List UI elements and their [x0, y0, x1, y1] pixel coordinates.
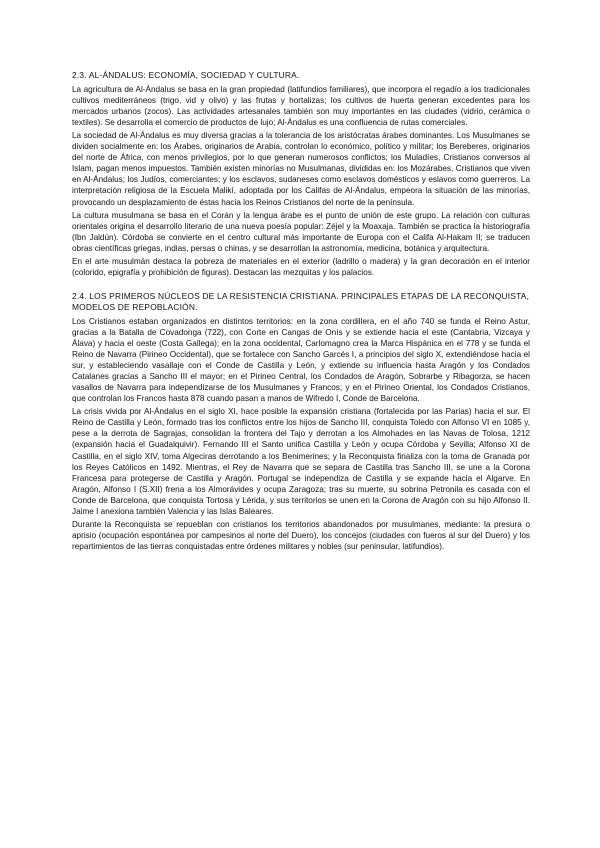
document-page: [72, 70, 530, 554]
section-title-reconquista: 2.4. LOS PRIMEROS NÚCLEOS DE LA RESISTENCIA CRISTIANA. PRINCIPALES ETAPAS DE LA RECONQUISTA, MODELOS DE REPOBLACIÓN.: [72, 290, 530, 312]
paragraph-repopulation: Durante la Reconquista se repueblan con cristianos los territorios abandonados por musulmanes, mediante: la presura o aprisio (ocupación espontánea por campesinos al norte del Duero), los concejos (ciudades con fueros al sur del Duero) y los repartimientos de las tierras conquistadas entre órdenes militares y nobles (sur peninsular, latifundios).: [72, 519, 530, 551]
paragraph-art: En el arte musulmán destaca la pobreza de materiales en el exterior (ladrillo o madera) y la gran decoración en el interior (colorido, epigrafía y prohibición de figuras). Destacan las mezquitas y los palacios.: [72, 256, 530, 277]
section-title-al-andalus: 2.3. AL-ÁNDALUS: ECONOMÍA, SOCIEDAD Y CULTURA.: [72, 70, 300, 80]
paragraph-culture: La cultura musulmana se basa en el Corán y la lengua árabe es el punto de unión de este grupo. La relación con culturas orientales origina el desarrollo literario de una nueva poesía popular: Zéjel y la Moaxaja. También se practica la historiografía (Ibn Jaldún). Córdoba se convierte en el centro cultural más importante de Europa con el Califa Al-Hakam II; se traducen obras científicas griegas, indias, persas o chinas, y se desarrollan la astronomía, medicina, botánica y arquitectura.: [72, 210, 530, 253]
section-spacer: [72, 280, 530, 291]
paragraph-society: La sociedad de Al-Ándalus es muy diversa gracias a la tolerancia de los aristócratas árabes dominantes. Los Musulmanes se dividen socialmente en: los Árabes, originarios de Arabia, controlan lo económico, político y militar; los Bereberes, originarios del norte de África, con menos privilegios, por lo que generan numerosos conflictos; los Muladíes, Cristianos conversos al Islam, pagan menos impuestos. También existen minorías no Musulmanas, divididas en: los Mozárabes, Cristianos que viven en Al-Ándalus; los Judíos, comerciantes; y los esclavos, sudaneses como esclavos domésticos y eslavos como guerreros. La interpretación religiosa de la Escuela Malikí, adoptada por los Califas de Al-Ándalus, empeora la situación de las minorías, provocando un desplazamiento de éstas hacia los Reinos Cristianos del norte de la península.: [72, 131, 530, 207]
paragraph-agriculture: La agricultura de Al-Ándalus se basa en la gran propiedad (latifundios familiares), que incorpora el regadío a los tradicionales cultivos mediterráneos (trigo, vid y olivo) y las frutas y hortalizas; los cultivos de huerta generan excedentes para los mercados urbanos (zocos). Las actividades artesanales también son muy importantes en las ciudades (vidrio, cerámica o textiles). Se desarrolla el comercio de productos de lujo; Al-Ándalus es una confluencia de rutas comerciales.: [72, 85, 530, 128]
paragraph-expansion: La crisis vivida por Al-Ándalus en el siglo XI, hace posible la expansión cristiana (fortalecida por las Parias) hacia el sur. El Reino de Castilla y León, formado tras los conflictos entre los hijos de Sancho III, conquista Toledo con Alfonso VI en 1085 y, pese a la derrota de Sagrajas, consolidan la frontera del Tajo y derrotan a los Almohades en las Navas de Tolosa, 1212 (expansión hacia el Guadalquivir). Fernando III el Santo unifica Castilla y León y ocupa Córdoba y Sevilla; Alfonso XI de Castilla, en el siglo XIV, toma Algeciras derrotando a los Benimerines; y la Reconquista finaliza con la toma de Granada por los Reyes Católicos en 1492. Mientras, el Rey de Navarra que se separa de Castilla tras Sancho III, se une a la Corona Francesa para protegerse de Castilla y Aragón. Portugal se independiza de Castilla y se expande hacia el Algarve. En Aragón, Alfonso I (S.XII) frena a los Almorávides y ocupa Zaragoza; tras su muerte, su sobrina Petronila es casada con el Conde de Barcelona, que conquista Tortosa y Lérida, y sus territorios se unen en la Corona de Aragón con su hijo Alfonso II. Jaime I anexiona también Valencia y las Islas Baleares.: [72, 407, 530, 516]
paragraph-christian-territories: Los Cristianos estaban organizados en distintos territorios: en la zona cordillera, en el año 740 se funda el Reino Astur, gracias a la Batalla de Covadonga (722), con Corte en Cangas de Onís y se extiende hacia el este (Cantabria, Vizcaya y Álava) y hacia el oeste (Costa Gallega); en la zona occidental, Carlomagno crea la Marca Hispánica en el 778 y se funda el Reino de Navarra (Pirineo Occidental), que se fortalece con Sancho Garcés I, a principios del siglo X, extendiéndose hacia el sur, y estableciendo vasallaje con el Conde de Castilla y León, y extiende su influencia hasta Aragón y los Condados Catalanes gracias a Sancho III el mayor; en el Pirineo Central, los Condados de Aragón, Sobrarbe y Ribagorza, se hacen vasallos de Navarra para independizarse de los Musulmanes y Francos; y en el Pirineo Oriental, los Condados Cristianos, que controlan los Francos hasta 878 cuando pasan a manos de Wifredo I, Conde de Barcelona.: [72, 316, 530, 404]
